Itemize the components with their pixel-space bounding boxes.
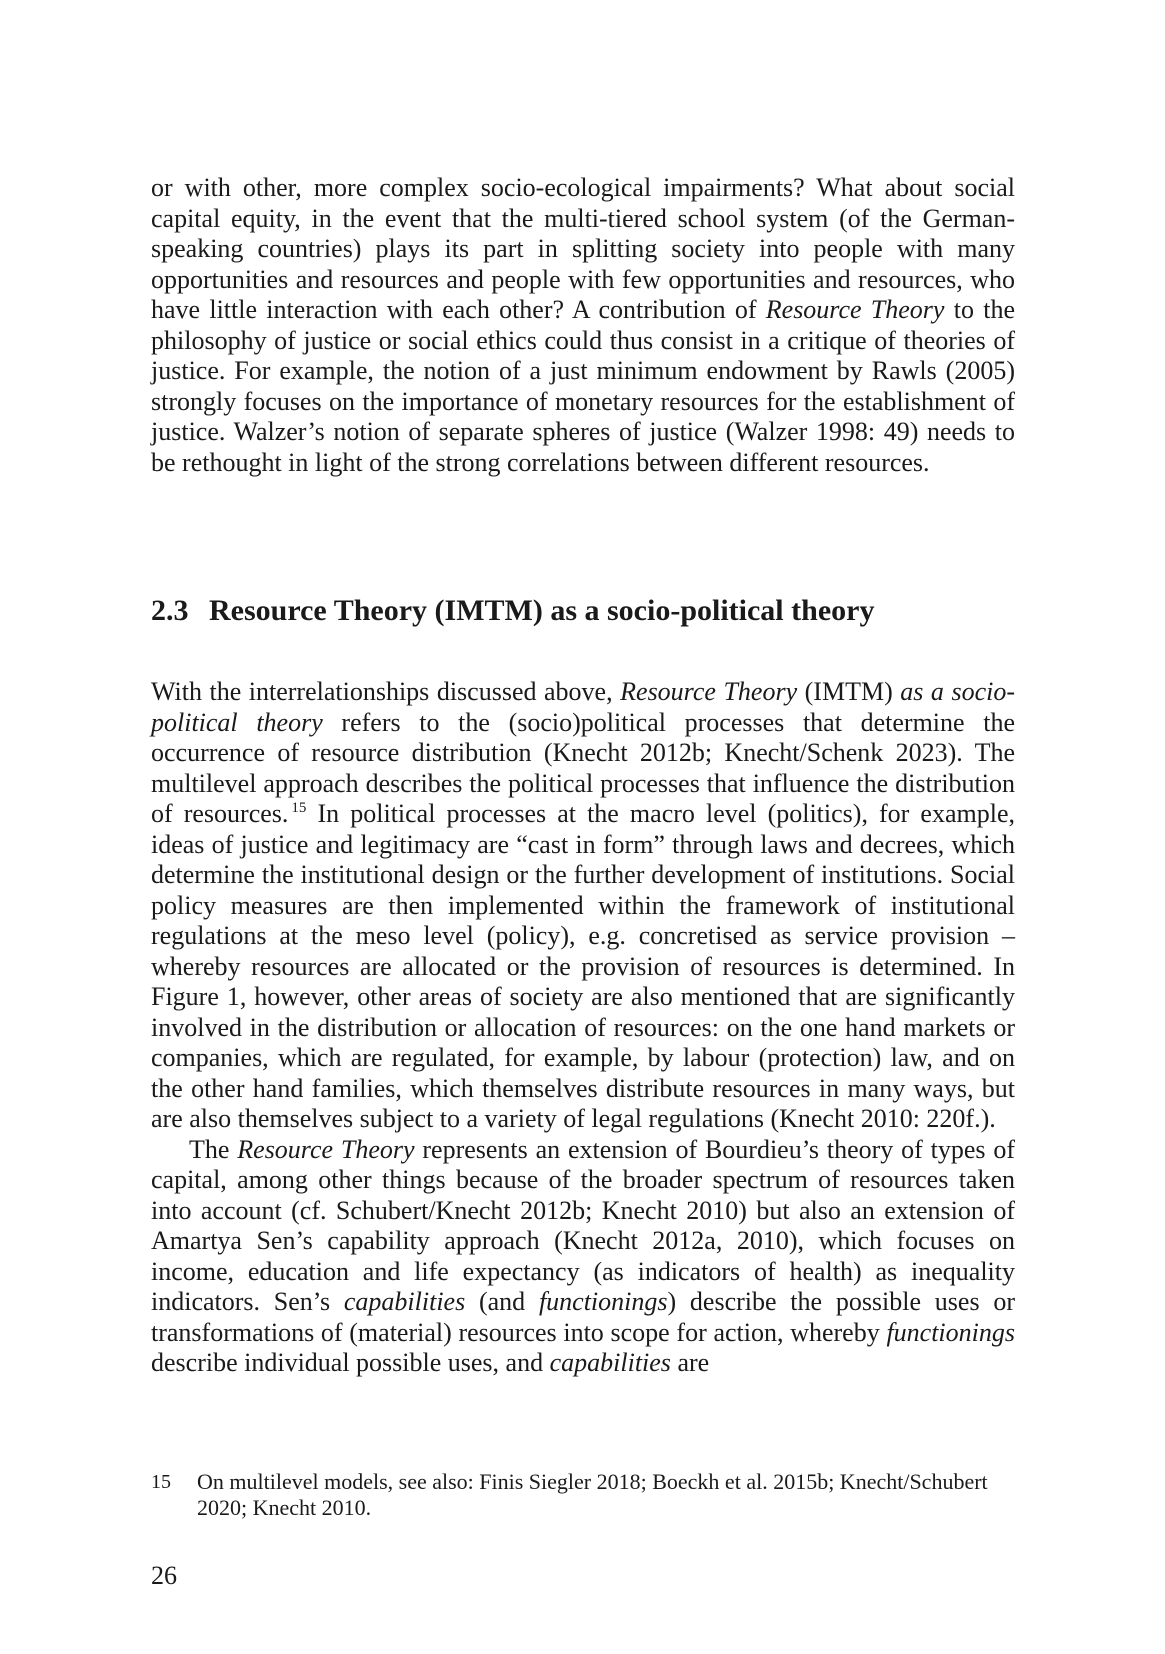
- paragraph-1: [151, 677, 1015, 1135]
- italic-term: capabilities: [343, 1287, 466, 1316]
- text-run: The: [189, 1134, 238, 1164]
- section-heading: [151, 593, 1015, 629]
- text-run: ) describe the possible uses or transformations of (material) resources into scope for action, whereby: [151, 1287, 1015, 1347]
- text-run: (IMTM): [797, 677, 901, 706]
- footnote: [151, 1469, 1015, 1521]
- section-number: 2.3: [151, 594, 189, 627]
- italic-term: Resource Theory: [765, 295, 945, 324]
- footnote-reference[interactable]: 15: [291, 800, 307, 816]
- section-body: [151, 677, 1015, 1379]
- footnotes-area: [151, 1469, 1015, 1521]
- section-title: Resource Theory (IMTM) as a socio-political theory: [209, 594, 875, 627]
- text-run: refers to the (socio)political processes that determine the occurrence of resource distribution (Knecht 2012b; Knecht/Schenk 2023). The multilevel approach describes the political processes that influence the distribution of resources.: [151, 707, 1015, 828]
- footnote-number: 15: [151, 1471, 171, 1493]
- text-run: With the interrelationships discussed above,: [151, 677, 621, 706]
- text-run: are: [670, 1348, 710, 1377]
- italic-term: functionings: [886, 1317, 1015, 1347]
- text-run: represents an extension of Bourdieu’s theory of types of capital, among other things because of the broader spectrum of resources taken into account (cf. Schubert/Knecht 2012b; Knecht 2010) but also an extension of Amartya Sen’s capability approach (Knecht 2012a, 2010), which focuses on income, education and life expectancy (as indicators of health) as inequality indicators. Sen’s: [151, 1134, 1016, 1316]
- footnote-text: On multilevel models, see also: Finis Siegler 2018; Boeckh et al. 2015b; Knecht/​Schubert 2020; Knecht 2010.: [197, 1469, 988, 1520]
- text-run: In political processes at the macro level (politics), for example, ideas of justice and legitimacy are “cast in form” through laws and decrees, which determine the institutional design or the further development of institutions. Social policy measures are then implemented within the framework of institutional regulations at the meso level (policy), e.g. concretised as service provision – whereby resources are allocated or the provision of resources is determined. In Figure 1, however, other areas of society are also mentioned that are significantly involved in the distribution or allocation of resources: on the one hand markets or companies, which are regulated, for example, by labour (protection) law, and on the other hand families, which themselves distribute resources in many ways, but are also themselves subject to a variety of legal regulations (Knecht 2010: 220f.).: [151, 799, 1015, 1133]
- italic-term: Resource Theory: [620, 677, 798, 706]
- text-run: to the philosophy of justice or social ethics could thus consist in a critique of theories of justice. For example, the notion of a just minimum endowment by Rawls (2005) strongly focuses on the importance of monetary resources for the establishment of justice. Walzer’s notion of separate spheres of justice (Walzer 1998: 49) needs to be rethought in light of the strong correlations between different resources.: [151, 295, 1015, 477]
- italic-term: Resource Theory: [237, 1134, 415, 1164]
- page-number: 26: [151, 1561, 177, 1590]
- paragraph-2: [151, 1135, 1015, 1379]
- italic-term: as a socio-political theory: [151, 677, 1016, 737]
- text-run: or with other, more complex socio-ecological impairments? What about social capital equity, in the event that the multi-tiered school system (of the German-speaking countries) plays its part in splitting society into people with many opportunities and resources and people with few opportunities and resources, who have little interaction with each other? A contribution of: [151, 173, 1015, 324]
- continued-paragraph: [151, 173, 1015, 478]
- top-text-block: [151, 173, 1015, 478]
- italic-term: functionings: [538, 1287, 668, 1316]
- text-run: (and: [465, 1287, 539, 1316]
- text-run: describe individual possible uses, and: [151, 1348, 550, 1377]
- italic-term: capabilities: [549, 1348, 671, 1377]
